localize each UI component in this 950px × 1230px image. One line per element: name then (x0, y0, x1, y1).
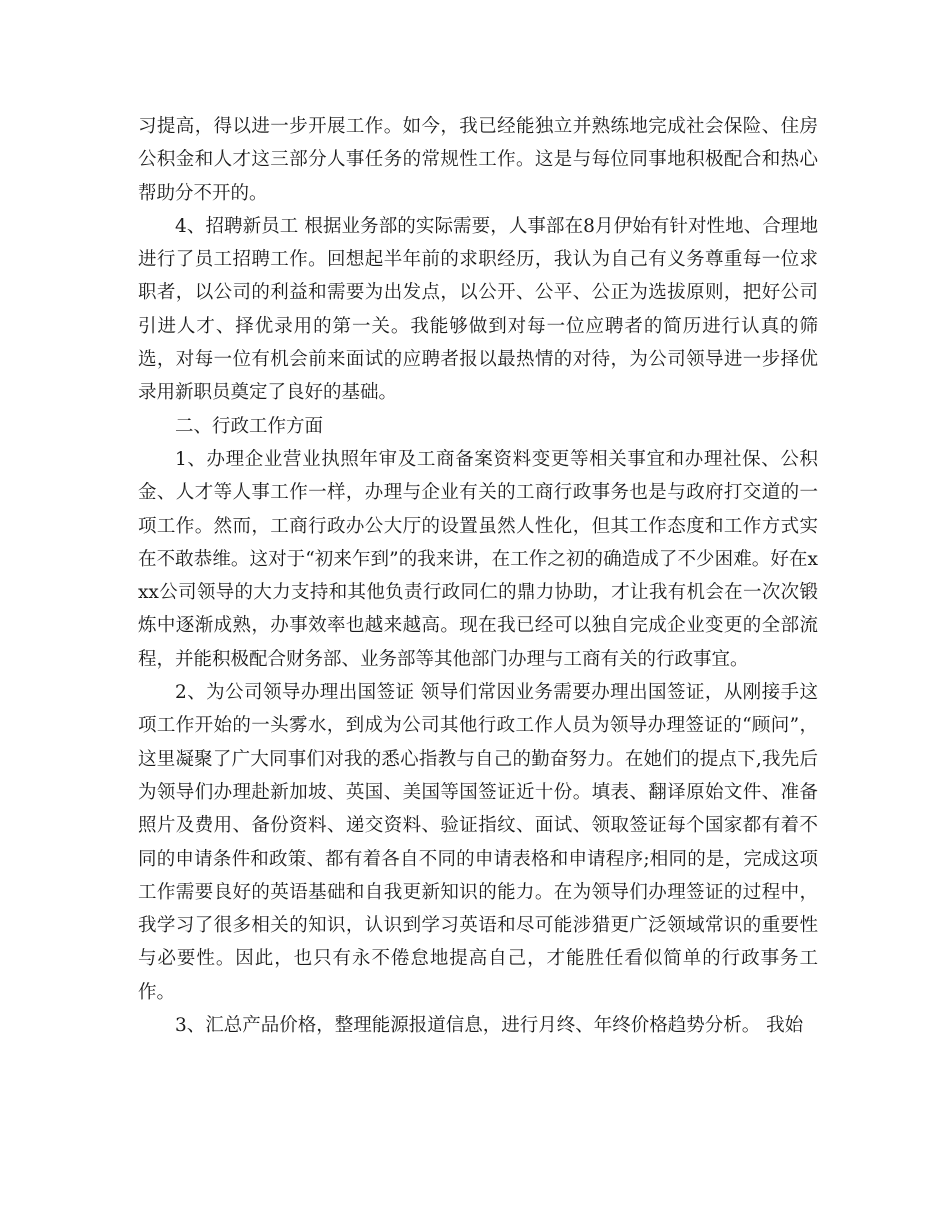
paragraph-1: 习提高，得以进一步开展工作。如今，我已经能独立并熟练地完成社会保险、住房公积金和人才这三部分人事任务的常规性工作。这是与每位同事地积极配合和热心帮助分不开的。 (138, 116, 818, 204)
paragraph-4: 2、为公司领导办理出国签证 领导们常因业务需要办理出国签证，从刚接手这项工作开始的一头雾水，到成为公司其他行政工作人员为领导办理签证的“顾问”，这里凝聚了广大同事们对我的悉心指教与自己的勤奋努力。在她们的提点下,我先后为领导们办理赴新加坡、英国、美国等国签证近十份。填表、翻译原始文件、准备照片及费用、备份资料、递交资料、验证指纹、面试、领取签证每个国家都有着不同的申请条件和政策、都有着各自不同的申请表格和申请程序;相同的是，完成这项工作需要良好的英语基础和自我更新知识的能力。在为领导们办理签证的过程中，我学习了很多相关的知识，认识到学习英语和尽可能涉猎更广泛领域常识的重要性与必要性。因此，也只有永不倦怠地提高自己，才能胜任看似简单的行政事务工作。 (138, 682, 818, 1003)
paragraph-5: 3、汇总产品价格，整理能源报道信息，进行月终、年终价格趋势分析。 我始 (175, 1015, 804, 1037)
paragraph-2: 4、招聘新员工 根据业务部的实际需要，人事部在8月伊始有针对性地、合理地进行了员工招聘工作。回想起半年前的求职经历，我认为自己有义务尊重每一位求职者，以公司的利益和需要为出发点，以公开、公平、公正为选拔原则，把好公司引进人才、择优录用的第一关。我能够做到对每一位应聘者的简历进行认真的筛选，对每一位有机会前来面试的应聘者报以最热情的对待，为公司领导进一步择优录用新职员奠定了良好的基础。 (138, 215, 818, 404)
paragraph-3: 1、办理企业营业执照年审及工商备案资料变更等相关事宜和办理社保、公积金、人才等人事工作一样，办理与企业有关的工商行政事务也是与政府打交道的一项工作。然而，工商行政办公大厅的设置虽然人性化，但其工作态度和工作方式实在不敢恭维。这对于“初来乍到”的我来讲，在工作之初的确造成了不少困难。好在xxx公司领导的大力支持和其他负责行政同仁的鼎力协助，才让我有机会在一次次锻炼中逐渐成熟，办事效率也越来越高。现在我已经可以独自完成企业变更的全部流程，并能积极配合财务部、业务部等其他部门办理与工商有关的行政事宜。 (138, 448, 818, 670)
document-body (138, 110, 818, 1042)
section-heading: 二、行政工作方面 (175, 415, 324, 437)
